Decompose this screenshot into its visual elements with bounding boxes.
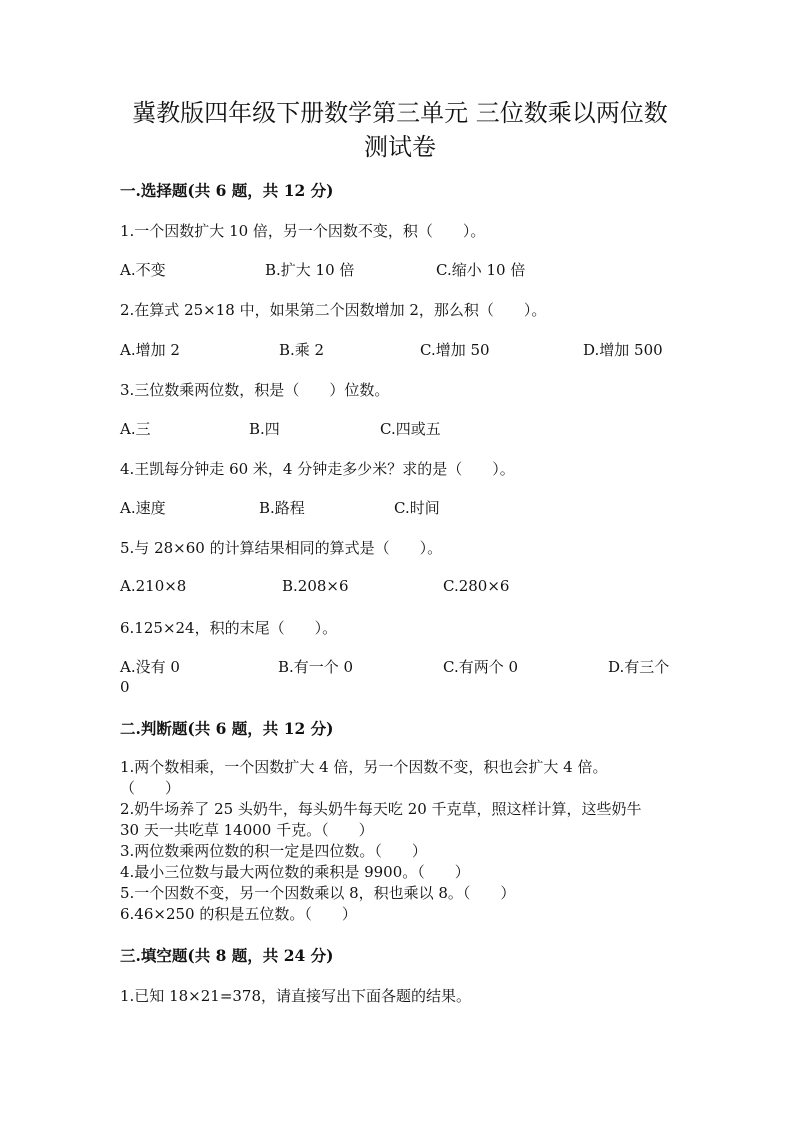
choice-question-2: 2.在算式 25×18 中，如果第二个因数增加 2，那么积（ ）。	[120, 301, 547, 319]
choice-1-option-b: B.扩大 10 倍	[265, 261, 355, 279]
choice-1-option-c: C.缩小 10 倍	[436, 261, 526, 279]
section-heading-fill: 三.填空题(共 8 题，共 24 分)	[120, 946, 334, 965]
judge-line-4: 4.最小三位数与最大两位数的乘积是 9900。（ ）	[120, 863, 470, 881]
choice-4-option-b: B.路程	[259, 499, 305, 517]
judge-line-2: 2.奶牛场养了 25 头奶牛，每头奶牛每天吃 20 千克草，照这样计算，这些奶牛	[120, 800, 642, 818]
judge-line-3: 3.两位数乘两位数的积一定是四位数。（ ）	[120, 842, 427, 860]
choice-5-option-c: C.280×6	[443, 577, 510, 595]
choice-3-option-c: C.四或五	[380, 420, 441, 438]
page-title	[100, 96, 700, 164]
choice-5-option-b: B.208×6	[282, 577, 349, 595]
choice-question-5: 5.与 28×60 的计算结果相同的算式是（ ）。	[120, 539, 443, 557]
fill-question-1: 1.已知 18×21=378，请直接写出下面各题的结果。	[120, 987, 472, 1005]
judge-line-1-blank: （ ）	[120, 779, 181, 797]
choice-6-option-a: A.没有 0	[120, 658, 180, 676]
judge-line-1: 1.两个数相乘，一个因数扩大 4 倍，另一个因数不变，积也会扩大 4 倍。	[120, 758, 608, 776]
choice-4-option-a: A.速度	[120, 499, 166, 517]
choice-1-option-a: A.不变	[120, 261, 166, 279]
title-line-2: 测试卷	[364, 133, 436, 161]
section-heading-judge: 二.判断题(共 6 题，共 12 分)	[120, 719, 334, 738]
choice-6-option-d: D.有三个	[608, 658, 670, 676]
choice-question-3: 3.三位数乘两位数，积是（ ）位数。	[120, 381, 390, 399]
judge-line-2-cont: 30 天一共吃草 14000 千克。（ ）	[120, 821, 374, 839]
choice-3-option-a: A.三	[120, 420, 151, 438]
choice-question-4: 4.王凯每分钟走 60 米，4 分钟走多少米？求的是（ ）。	[120, 460, 515, 478]
judge-line-5: 5.一个因数不变，另一个因数乘以 8，积也乘以 8。（ ）	[120, 884, 516, 902]
section-heading-choice: 一.选择题(共 6 题，共 12 分)	[120, 181, 334, 200]
judge-line-6: 6.46×250 的积是五位数。（ ）	[120, 905, 357, 923]
choice-6-option-b: B.有一个 0	[278, 658, 354, 676]
title-line-1: 冀教版四年级下册数学第三单元 三位数乘以两位数	[132, 99, 668, 127]
choice-question-6: 6.125×24，积的末尾（ ）。	[120, 619, 338, 637]
choice-6-option-d-wrap: 0	[120, 678, 130, 696]
choice-2-option-b: B.乘 2	[279, 341, 325, 359]
choice-5-option-a: A.210×8	[120, 577, 187, 595]
choice-3-option-b: B.四	[249, 420, 280, 438]
choice-2-option-c: C.增加 50	[420, 341, 490, 359]
choice-2-option-a: A.增加 2	[120, 341, 180, 359]
choice-question-1: 1.一个因数扩大 10 倍，另一个因数不变，积（ ）。	[120, 222, 486, 240]
choice-2-option-d: D.增加 500	[583, 341, 663, 359]
choice-4-option-c: C.时间	[394, 499, 440, 517]
choice-6-option-c: C.有两个 0	[443, 658, 519, 676]
